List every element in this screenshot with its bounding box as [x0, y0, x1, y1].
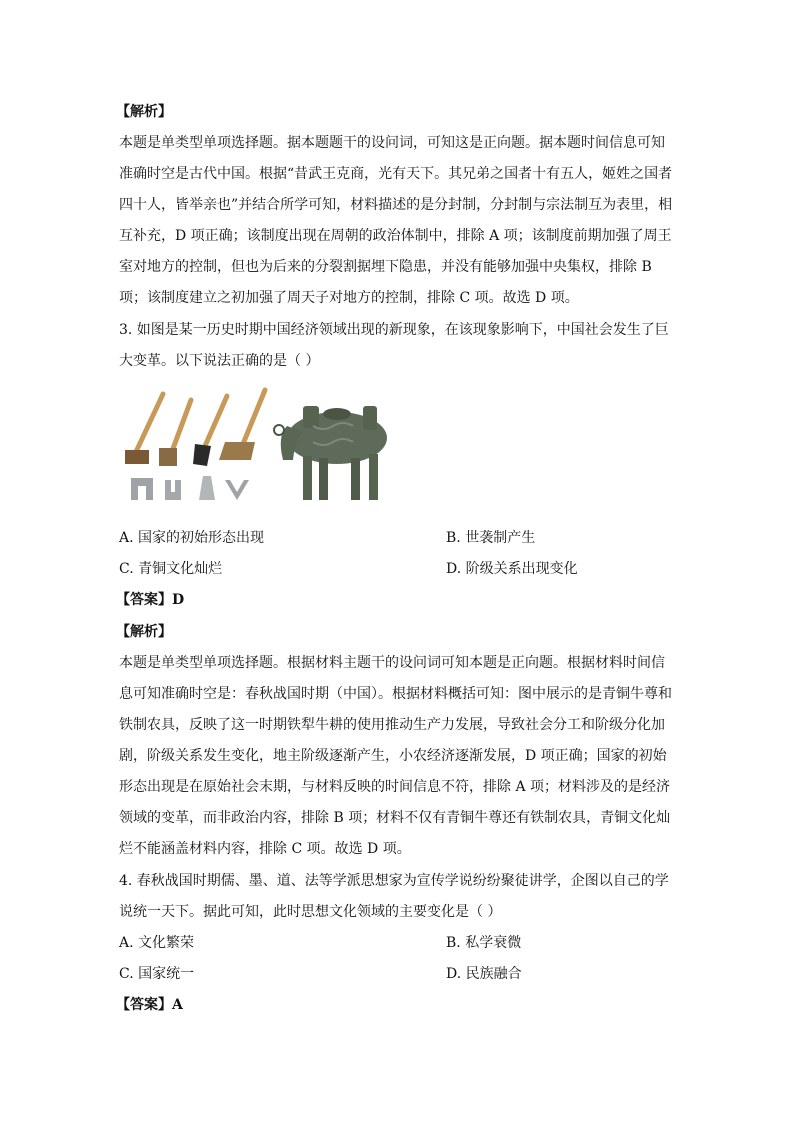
- analysis-line: 铁制农具，反映了这一时期铁犁牛耕的使用推动生产力发展，导致社会分工和阶级分化加: [119, 717, 665, 733]
- iron-tools-image: [125, 390, 265, 500]
- analysis-line: 领域的变革，而非政治内容，排除 B 项；材料不仅有青铜牛尊还有铁制农具，青铜文化灿: [119, 810, 671, 826]
- option-a: A. 文化繁荣: [119, 935, 195, 951]
- analysis-heading: 【解析】: [116, 104, 172, 120]
- analysis-line: 准确时空是古代中国。根据“昔武王克商，光有天下。其兄弟之国者十有五人，姬姓之国者: [119, 166, 673, 182]
- analysis-line: 本题是单类型单项选择题。根据材料主题干的设问词可知本题是正向题。根据材料时间信: [119, 655, 665, 671]
- analysis-line: 形态出现是在原始社会末期，与材料反映的时间信息不符，排除 A 项；材料涉及的是经济: [119, 779, 671, 795]
- question-4-stem: 说统一天下。据此可知，此时思想文化领域的主要变化是（ ）: [119, 904, 502, 920]
- analysis-line: 剧，阶级关系发生变化，地主阶级逐渐产生，小农经济逐渐发展，D 项正确；国家的初始: [119, 748, 667, 764]
- analysis-line: 四十人，皆举亲也”并结合所学可知，材料描述的是分封制，分封制与宗法制互为表里，相: [119, 197, 673, 213]
- answer-label: 【答案】A: [116, 997, 183, 1013]
- analysis-line: 息可知准确时空是：春秋战国时期（中国）。根据材料概括可知：图中展示的是青铜牛尊和: [119, 686, 672, 702]
- option-a: A. 国家的初始形态出现: [119, 530, 265, 546]
- option-d: D. 阶级关系出现变化: [446, 561, 578, 577]
- answer-label: 【答案】D: [116, 592, 185, 608]
- option-b: B. 私学衰微: [446, 935, 522, 951]
- option-d: D. 民族融合: [446, 966, 522, 982]
- option-b: B. 世袭制产生: [446, 530, 536, 546]
- question-4-stem: 4. 春秋战国时期儒、墨、道、法等学派思想家为宣传学说纷纷聚徒讲学，企图以自己的学: [119, 873, 669, 889]
- option-c: C. 青铜文化灿烂: [119, 561, 223, 577]
- bronze-ox-zun-image: [274, 406, 387, 500]
- analysis-line: 室对地方的控制，但也为后来的分裂割据埋下隐患，并没有能够加强中央集权，排除 B: [119, 259, 652, 275]
- analysis-line: 项；该制度建立之初加强了周天子对地方的控制，排除 C 项。故选 D 项。: [119, 290, 579, 306]
- analysis-heading: 【解析】: [116, 624, 172, 640]
- analysis-line: 互补充，D 项正确；该制度出现在周朝的政治体制中，排除 A 项；该制度前期加强了周王: [119, 228, 672, 244]
- option-c: C. 国家统一: [119, 966, 195, 982]
- analysis-line: 本题是单类型单项选择题。据本题题干的设问词，可知这是正向题。据本题时间信息可知: [119, 135, 665, 151]
- question-3-stem: 3. 如图是某一历史时期中国经济领域出现的新现象，在该现象影响下，中国社会发生了巨: [119, 322, 669, 338]
- question-3-stem: 大变革。以下说法正确的是（ ）: [119, 353, 320, 369]
- analysis-line: 烂不能涵盖材料内容，排除 C 项。故选 D 项。: [119, 841, 411, 857]
- question-3-figure: [119, 386, 395, 510]
